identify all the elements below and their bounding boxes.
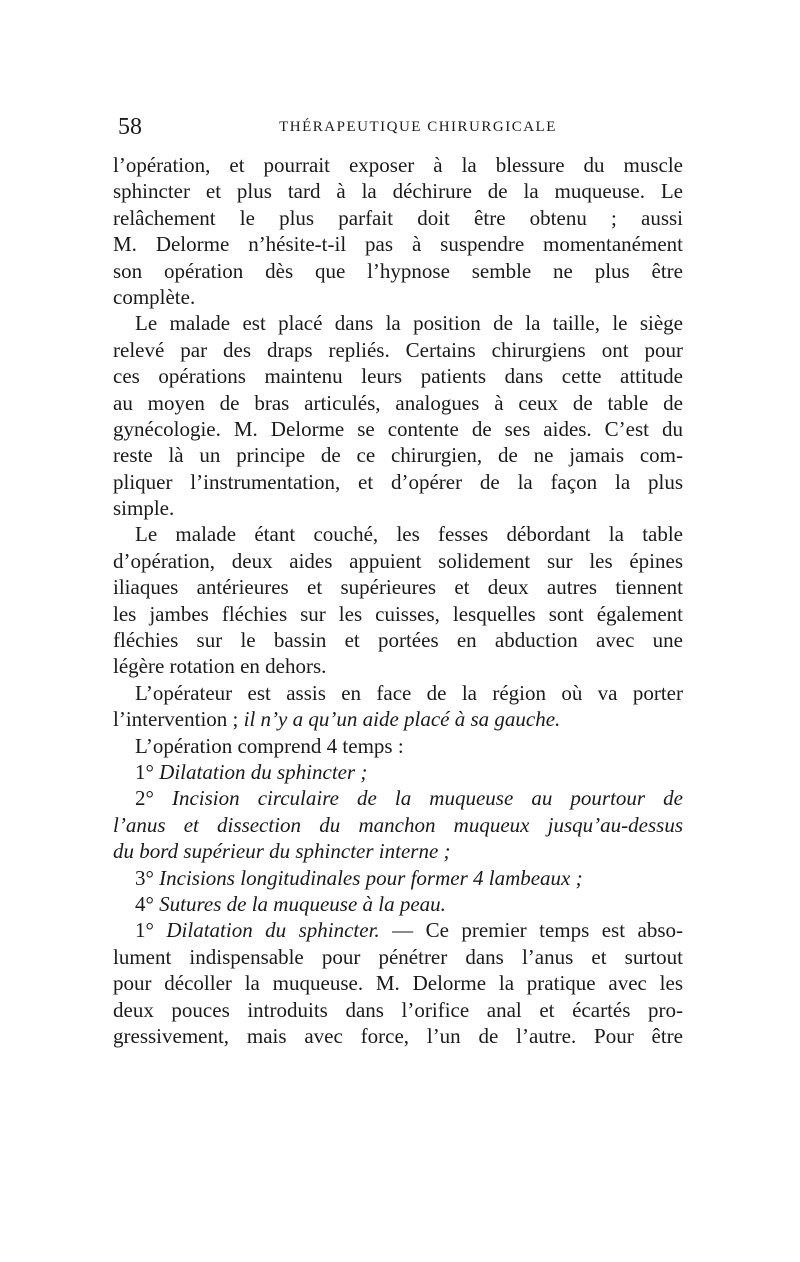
list-item-continuation: du bord supérieur du sphincter interne ; xyxy=(113,839,451,864)
text-line: pliquer l’instrumentation, et d’opérer de la façon la plus xyxy=(113,469,683,494)
text-line: sphincter et plus tard à la déchirure de la muqueuse. Le xyxy=(113,179,683,204)
text-line: ces opérations maintenu leurs patients dans cette attitude xyxy=(113,364,683,389)
text-line: l’intervention ; il n’y a qu’un aide placé à sa gauche. xyxy=(113,707,561,732)
text-line: relâchement le plus parfait doit être obtenu ; aussi xyxy=(113,205,683,230)
text-line: son opération dès que l’hypnose semble ne plus être xyxy=(113,258,683,283)
text-line: simple. xyxy=(113,496,175,521)
text-line: lument indispensable pour pénétrer dans l’anus et surtout xyxy=(113,944,683,969)
text-line: L’opérateur est assis en face de la région où va porter xyxy=(135,680,683,705)
text-line: relevé par des draps repliés. Certains chirurgiens ont pour xyxy=(113,337,683,362)
text-line: d’opération, deux aides appuient solidement sur les épines xyxy=(113,548,683,573)
page-number: 58 xyxy=(118,114,142,140)
list-item: 4° Sutures de la muqueuse à la peau. xyxy=(135,891,446,916)
text-line: gynécologie. M. Delorme se contente de ses aides. C’est du xyxy=(113,416,683,441)
text-line: iliaques antérieures et supérieures et deux autres tiennent xyxy=(113,575,683,600)
text-line: complète. xyxy=(113,284,196,309)
section-heading-line: 1° Dilatation du sphincter. — Ce premier temps est abso- xyxy=(135,918,683,943)
text-line: deux pouces introduits dans l’orifice anal et écartés pro- xyxy=(113,997,683,1022)
running-head xyxy=(118,110,688,144)
text-line: fléchies sur le bassin et portées en abduction avec une xyxy=(113,628,683,653)
list-item: 1° Dilatation du sphincter ; xyxy=(135,759,368,784)
list-item: 2° Incision circulaire de la muqueuse au pourtour de xyxy=(135,786,683,811)
text-line: pour décoller la muqueuse. M. Delorme la pratique avec les xyxy=(113,971,683,996)
text-line: légère rotation en dehors. xyxy=(113,654,327,679)
list-item-continuation: l’anus et dissection du manchon muqueux jusqu’au-dessus xyxy=(113,812,683,837)
running-title: THÉRAPEUTIQUE CHIRURGICALE xyxy=(279,119,557,135)
text-line: au moyen de bras articulés, analogues à ceux de table de xyxy=(113,390,683,415)
text-line: Le malade est placé dans la position de la taille, le siège xyxy=(135,311,683,336)
list-item: 3° Incisions longitudinales pour former 4 lambeaux ; xyxy=(135,865,583,890)
text-line: M. Delorme n’hésite-t-il pas à suspendre momentanément xyxy=(113,232,683,257)
text-line: l’opération, et pourrait exposer à la blessure du muscle xyxy=(113,153,683,177)
text-line: L’opération comprend 4 temps : xyxy=(135,733,404,758)
text-line: reste là un principe de ce chirurgien, de ne jamais com- xyxy=(113,443,683,468)
text-line: Le malade étant couché, les fesses débordant la table xyxy=(135,522,683,547)
text-line: gressivement, mais avec force, l’un de l’autre. Pour être xyxy=(113,1023,683,1048)
body-text xyxy=(113,152,683,1049)
text-line: les jambes fléchies sur les cuisses, lesquelles sont également xyxy=(113,601,683,626)
